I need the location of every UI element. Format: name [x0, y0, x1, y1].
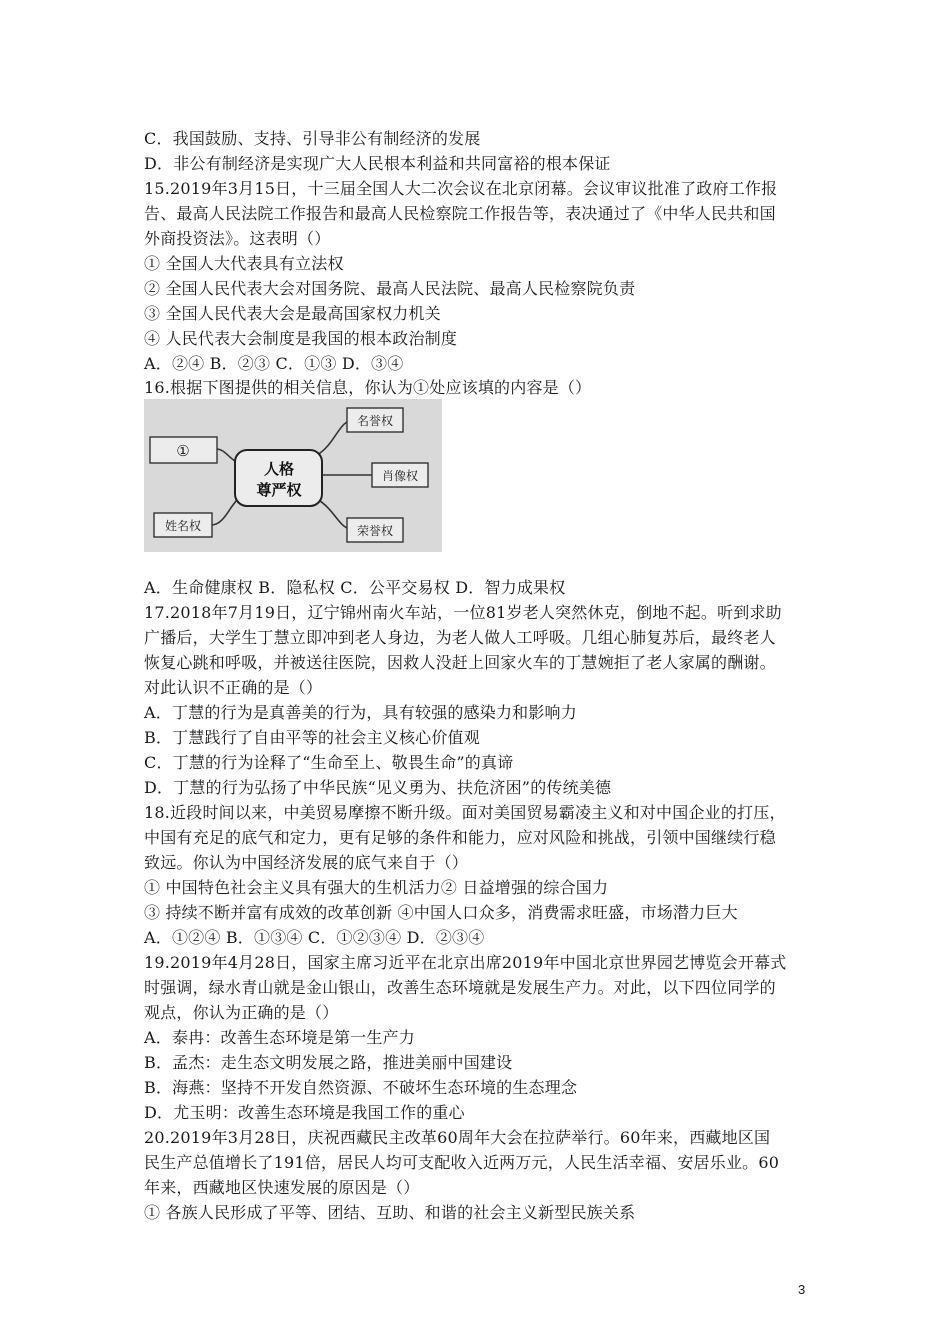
option-b: B．丁慧践行了自由平等的社会主义核心价值观	[144, 728, 480, 747]
rights-diagram-svg	[144, 399, 442, 552]
option-d: D．尤玉明：改善生态环境是我国工作的重心	[144, 1103, 465, 1122]
question-18: 18.近段时间以来，中美贸易摩擦不断升级。面对美国贸易霸凌主义和对中国企业的打压，	[144, 803, 786, 822]
text-line: 致远。你认为中国经济发展的底气来自于（）	[144, 853, 469, 872]
text-line: 时强调，绿水青山就是金山银山，改善生态环境就是发展生产力。对此，以下四位同学的	[144, 978, 776, 997]
text-line: 告、最高人民法院工作报告和最高人民检察院工作报告等，表决通过了《中华人民共和国	[144, 204, 776, 223]
answer-options: A．②④ B．②③ C．①③ D．③④	[144, 354, 404, 373]
text-line: 广播后，大学生丁慧立即冲到老人身边，为老人做人工呼吸。几组心肺复苏后，最终老人	[144, 628, 776, 647]
option-d: D．丁慧的行为弘扬了中华民族“见义勇为、扶危济困”的传统美德	[144, 778, 612, 797]
statement-line: ① 中国特色社会主义具有强大的生机活力② 日益增强的综合国力	[144, 878, 609, 897]
center-label-2: 尊严权	[256, 481, 302, 499]
text-line: 民生产总值增长了191倍，居民人均可支配收入近两万元，人民生活幸福、安居乐业。60	[144, 1153, 780, 1172]
statement-3: ③ 全国人民代表大会是最高国家权力机关	[144, 304, 441, 323]
text-line: 对此认识不正确的是（）	[144, 678, 323, 697]
question-19: 19.2019年4月28日，国家主席习近平在北京出席2019年中国北京世界园艺博览会开幕式	[144, 953, 787, 972]
node-name-right-label: 姓名权	[164, 519, 202, 533]
answer-options: A．①②④ B．①③④ C．①②③④ D．②③④	[144, 928, 485, 947]
statement-4: ④ 人民代表大会制度是我国的根本政治制度	[144, 329, 458, 348]
statement-1: ① 各族人民形成了平等、团结、互助、和谐的社会主义新型民族关系	[144, 1203, 636, 1222]
question-20: 20.2019年3月28日，庆祝西藏民主改革60周年大会在拉萨举行。60年来，西藏地区国	[144, 1128, 771, 1147]
text-line: D．非公有制经济是实现广大人民根本利益和共同富裕的根本保证	[144, 154, 611, 173]
answer-options: A．生命健康权 B．隐私权 C．公平交易权 D．智力成果权	[144, 578, 566, 597]
question-15: 15.2019年3月15日，十三届全国人大二次会议在北京闭幕。会议审议批准了政府工作报	[144, 179, 778, 198]
option-c: C．丁慧的行为诠释了“生命至上、敬畏生命”的真谛	[144, 753, 514, 772]
node-honor-label: 荣誉权	[356, 524, 394, 538]
text-line: 中国有充足的底气和定力，更有足够的条件和能力，应对风险和挑战，引领中国继续行稳	[144, 828, 776, 847]
option-a: A．泰冉：改善生态环境是第一生产力	[144, 1028, 415, 1047]
text-line: 外商投资法》。这表明（）	[144, 229, 331, 248]
option-b: B．孟杰：走生态文明发展之路，推进美丽中国建设	[144, 1053, 513, 1072]
question-17: 17.2018年7月19日，辽宁锦州南火车站，一位81岁老人突然休克，倒地不起。听到求助	[144, 603, 782, 622]
statement-line: ③ 持续不断并富有成效的改革创新 ④中国人口众多，消费需求旺盛，市场潜力巨大	[144, 903, 738, 922]
text-line: C．我国鼓励、支持、引导非公有制经济的发展	[144, 129, 481, 148]
statement-1: ① 全国人大代表具有立法权	[144, 254, 344, 273]
node-blank-label: ①	[176, 442, 190, 460]
rights-diagram	[144, 399, 442, 552]
node-reputation-label: 名誉权	[356, 414, 394, 428]
node-portrait-label: 肖像权	[381, 469, 419, 483]
statement-2: ② 全国人民代表大会对国务院、最高人民法院、最高人民检察院负责	[144, 279, 636, 298]
center-label-1: 人格	[263, 460, 295, 478]
question-16: 16.根据下图提供的相关信息，你认为①处应该填的内容是（）	[144, 378, 592, 397]
text-line: 观点，你认为正确的是（）	[144, 1003, 339, 1022]
text-line: 年来，西藏地区快速发展的原因是（）	[144, 1178, 420, 1197]
page-number: 3	[798, 1282, 806, 1297]
option-a: A．丁慧的行为是真善美的行为，具有较强的感染力和影响力	[144, 703, 577, 722]
option-b-duplicate: B．海燕：坚持不开发自然资源、不破坏生态环境的生态理念	[144, 1078, 578, 1097]
text-line: 恢复心跳和呼吸，并被送往医院，因救人没赶上回家火车的丁慧婉拒了老人家属的酬谢。	[144, 653, 776, 672]
